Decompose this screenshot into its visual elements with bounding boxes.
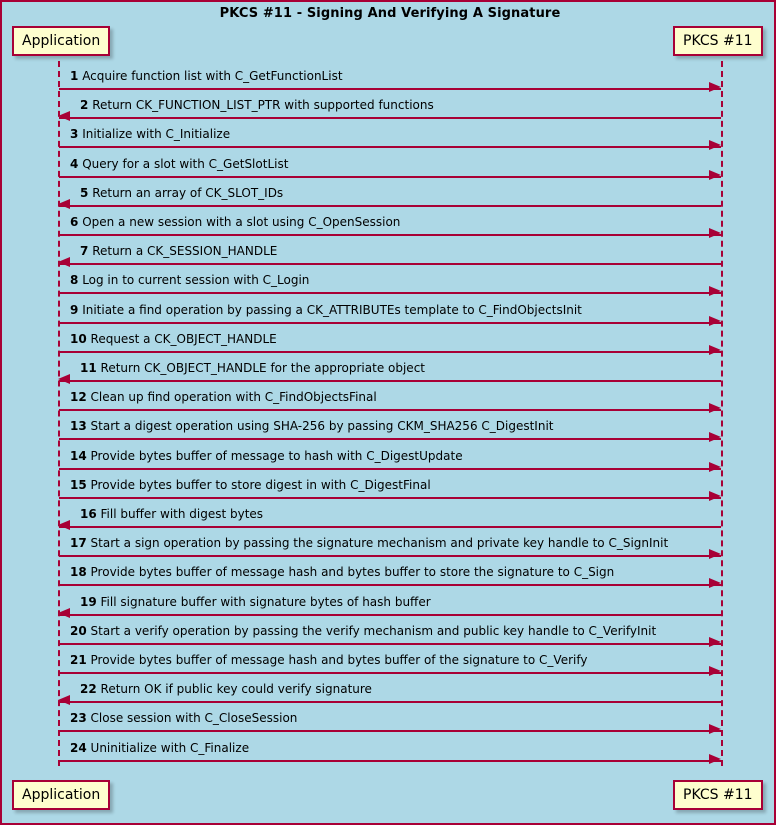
message-row [2,389,776,418]
message-row [2,448,776,477]
message-text: Start a verify operation by passing the verify mechanism and public key handle to C_VerifyInit [90,623,657,638]
arrowhead-left-icon [58,520,70,530]
message-number: 16 [80,507,97,521]
message-text: Fill signature buffer with signature bytes of hash buffer [100,594,431,609]
message-arrow-line [59,643,721,645]
message-label [70,302,582,318]
message-arrow-line [59,117,721,119]
message-arrow-line [59,88,721,90]
message-label [70,272,309,288]
message-number: 10 [70,331,87,346]
message-text: Provide bytes buffer to store digest in with C_DigestFinal [90,477,431,492]
message-text: Return OK if public key could verify signature [100,682,372,697]
message-text: Initialize with C_Initialize [82,127,231,142]
message-arrow-line [59,234,721,236]
message-arrow-line [59,205,721,207]
message-row [2,681,776,710]
arrowhead-right-icon [709,140,721,150]
message-arrow-line [59,322,721,324]
message-number: 4 [70,156,79,171]
message-text: Provide bytes buffer of message hash and bytes buffer to store the signature to C_Sign [90,565,615,580]
message-arrow-line [59,701,721,703]
arrowhead-left-icon [58,111,70,121]
message-label [80,594,431,610]
message-text: Log in to current session with C_Login [82,273,310,288]
message-row [2,243,776,272]
message-text: Close session with C_CloseSession [90,711,298,726]
message-number: 20 [70,623,87,638]
arrowhead-right-icon [709,637,721,647]
message-label [70,156,288,172]
arrowhead-right-icon [709,666,721,676]
message-arrow-line [59,409,721,411]
message-text: Query for a slot with C_GetSlotList [82,156,289,171]
message-arrow-line [59,438,721,440]
message-label [80,360,425,376]
message-row [2,418,776,447]
message-label [70,740,249,756]
arrowhead-right-icon [709,228,721,238]
message-arrow-line [59,614,721,616]
message-label [70,623,656,639]
message-text: Uninitialize with C_Finalize [90,740,250,755]
message-number: 22 [80,682,97,697]
message-number: 3 [70,127,79,142]
message-arrow-line [59,526,721,528]
message-row [2,185,776,214]
message-label [70,564,614,580]
message-arrow-line [59,351,721,353]
message-row [2,652,776,681]
message-label [80,243,277,259]
message-number: 2 [80,98,89,113]
arrowhead-right-icon [709,345,721,355]
message-arrow-line [59,584,721,586]
message-text: Initiate a find operation by passing a CK_ATTRIBUTEs template to C_FindObjectsInit [82,302,582,317]
participant-pkcs11-bottom[interactable]: PKCS #11 [673,780,763,810]
message-text: Acquire function list with C_GetFunctionList [82,69,343,83]
message-text: Start a sign operation by passing the signature mechanism and private key handle to C_SignInit [90,536,669,551]
arrowhead-right-icon [709,462,721,472]
message-arrow-line [59,292,721,294]
message-label [70,710,297,726]
message-row [2,506,776,535]
message-text: Return CK_FUNCTION_LIST_PTR with supported functions [92,98,434,113]
arrowhead-left-icon [58,374,70,384]
message-number: 12 [70,390,87,405]
message-number: 5 [80,185,89,200]
message-number: 6 [70,215,79,229]
message-row [2,740,776,769]
message-label [70,477,431,493]
message-arrow-line [59,672,721,674]
participant-application-top[interactable]: Application [12,26,110,56]
arrowhead-right-icon [709,754,721,764]
message-label [80,97,434,113]
message-number: 11 [80,361,97,375]
arrowhead-right-icon [709,170,721,180]
arrowhead-right-icon [709,316,721,326]
message-number: 9 [70,302,79,317]
arrowhead-right-icon [709,432,721,442]
message-arrow-line [59,146,721,148]
arrowhead-right-icon [709,403,721,413]
message-row [2,564,776,593]
message-row [2,214,776,243]
message-number: 24 [70,740,87,755]
message-number: 14 [70,448,87,463]
message-number: 18 [70,565,87,580]
message-arrow-line [59,760,721,762]
arrowhead-left-icon [58,257,70,267]
message-label [70,214,400,230]
message-text: Fill buffer with digest bytes [100,507,264,521]
message-number: 19 [80,594,97,609]
arrowhead-right-icon [709,82,721,92]
message-number: 7 [80,244,89,259]
message-label [70,535,668,551]
message-text: Start a digest operation using SHA-256 by passing CKM_SHA256 C_DigestInit [90,419,554,434]
message-label [70,652,587,668]
message-label [80,681,372,697]
message-row [2,68,776,97]
arrowhead-right-icon [709,578,721,588]
message-number: 8 [70,273,79,288]
message-arrow-line [59,468,721,470]
message-row [2,302,776,331]
message-number: 17 [70,536,87,551]
participant-pkcs11-top[interactable]: PKCS #11 [673,26,763,56]
message-number: 13 [70,419,87,434]
message-number: 1 [70,69,79,83]
message-row [2,477,776,506]
arrowhead-right-icon [709,491,721,501]
message-arrow-line [59,176,721,178]
message-row [2,331,776,360]
message-text: Provide bytes buffer of message hash and bytes buffer of the signature to C_Verify [90,653,588,667]
message-row [2,126,776,155]
message-text: Request a CK_OBJECT_HANDLE [90,331,277,346]
message-label [70,331,277,347]
message-label [70,389,377,405]
message-arrow-line [59,555,721,557]
message-row [2,272,776,301]
participant-application-bottom[interactable]: Application [12,780,110,810]
arrowhead-right-icon [709,286,721,296]
arrowhead-right-icon [709,549,721,559]
arrowhead-left-icon [58,695,70,705]
message-text: Return CK_OBJECT_HANDLE for the appropriate object [100,361,425,375]
message-row [2,710,776,739]
arrowhead-left-icon [58,199,70,209]
message-text: Return a CK_SESSION_HANDLE [92,244,278,259]
arrowhead-right-icon [709,724,721,734]
message-row [2,594,776,623]
message-number: 15 [70,477,87,492]
message-arrow-line [59,380,721,382]
message-label [80,185,283,201]
arrowhead-left-icon [58,608,70,618]
message-arrow-line [59,497,721,499]
message-label [70,448,463,464]
message-text: Return an array of CK_SLOT_IDs [92,185,284,200]
message-number: 23 [70,711,87,726]
message-text: Open a new session with a slot using C_OpenSession [82,215,401,229]
message-label [70,126,230,142]
message-text: Provide bytes buffer of message to hash with C_DigestUpdate [90,448,463,463]
message-label [70,68,343,84]
page-title: PKCS #11 - Signing And Verifying A Signature [219,6,561,21]
message-arrow-line [59,263,721,265]
message-row [2,535,776,564]
message-row [2,623,776,652]
message-row [2,156,776,185]
message-label [80,506,263,522]
message-number: 21 [70,653,87,667]
message-arrow-line [59,730,721,732]
message-row [2,97,776,126]
message-row [2,360,776,389]
message-label [70,418,554,434]
message-text: Clean up find operation with C_FindObjectsFinal [90,390,377,405]
